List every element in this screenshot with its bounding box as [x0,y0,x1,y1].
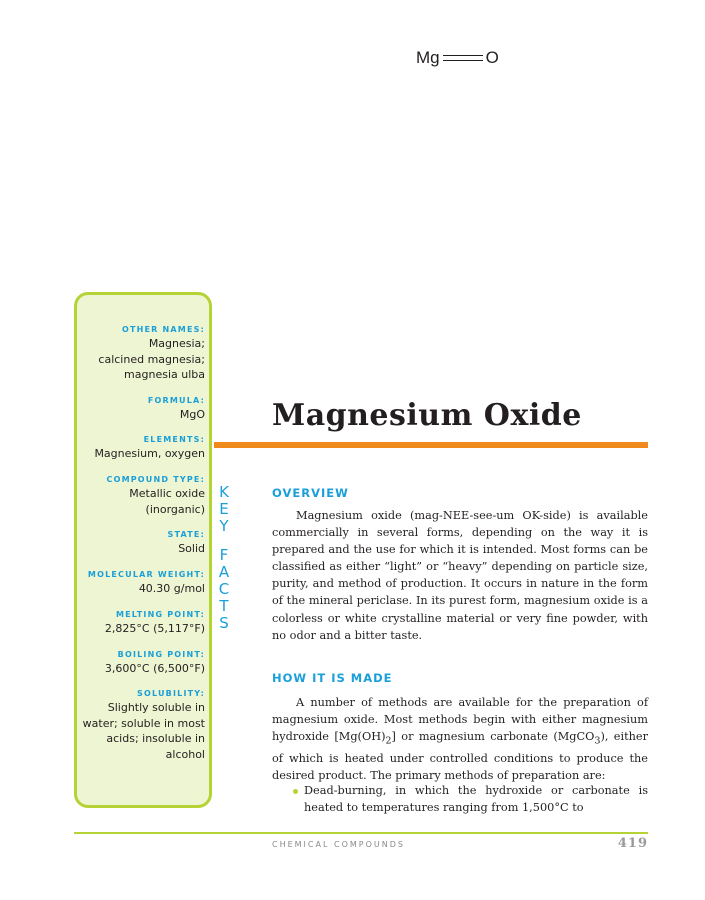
key-fact-value: 2,825°C (5,117°F) [104,622,205,635]
magnesium-atom: Mg [416,48,440,67]
vertical-title-letter: E [219,500,229,518]
key-fact-value: calcined magnesia; [98,352,205,366]
vertical-title-letter: C [218,580,230,598]
page-number: 419 [617,836,648,851]
oxygen-atom: O [485,48,499,67]
key-facts-vertical-title [214,484,234,644]
footer-rule [74,832,648,834]
subscript: 3 [594,735,601,747]
key-fact-elements [80,434,205,462]
key-fact-value: alcohol [165,747,205,761]
vertical-title-letter: Y [219,517,229,535]
how-it-is-made-paragraph [272,694,648,784]
key-fact-value: magnesia ulba [124,368,205,381]
key-fact-label: FORMULA: [147,396,205,405]
how-it-is-made-heading: HOW IT IS MADE [272,671,393,685]
key-fact-value: MgO [179,408,205,421]
key-fact-state [80,529,205,557]
vertical-title-letter: K [219,483,229,501]
key-fact-solubility [80,688,205,762]
key-fact-label: STATE: [167,530,205,539]
key-fact-value: 3,600°C (6,500°F) [104,662,205,675]
key-fact-boiling-point [80,649,205,677]
key-fact-value: Slightly soluble in [107,701,205,714]
key-fact-value: acids; insoluble in [106,732,205,745]
paragraph-text: ] or magnesium carbonate (MgCO [391,730,595,744]
key-fact-formula [80,395,205,423]
key-fact-compound-type [80,474,205,517]
footer-section-title: CHEMICAL COMPOUNDS [272,840,405,849]
key-fact-value: (inorganic) [145,502,205,516]
vertical-title-letter: T [219,597,229,615]
paragraph-text: ), either of which is heated under controlled conditions to produce the desired product. The primary methods of preparation are: [272,730,648,782]
key-fact-value: Magnesium, oxygen [94,447,205,460]
page-title: Magnesium Oxide [272,398,582,433]
vertical-title-letter: S [219,614,229,632]
key-fact-label: MOLECULAR WEIGHT: [87,570,205,579]
key-fact-melting-point [80,609,205,637]
title-underline [214,442,648,448]
overview-paragraph: Magnesium oxide (mag-NEE-see-um OK-side) is available commercially in several forms, depending on the way it is prepared and the use for which it is intended. Most forms can be classified as either “light” or “heavy” depending on particle size, purity, and method of production. It occurs in nature in the form of the mineral periclase. In its purest form, magnesium oxide is a colorless or white crystalline material or very fine powder, with no odor and a bitter taste. [272,509,648,642]
double-bond [443,55,483,61]
key-fact-value: water; soluble in most [82,716,205,730]
key-fact-value: Metallic oxide [129,487,205,500]
key-fact-value: 40.30 g/mol [138,582,205,595]
structural-formula [416,48,499,68]
overview-heading: OVERVIEW [272,486,349,500]
key-fact-label: BOILING POINT: [117,650,205,659]
key-fact-label: SOLUBILITY: [137,689,205,698]
key-fact-value: Magnesia; [148,337,205,350]
key-fact-value: Solid [178,542,205,555]
key-fact-label: COMPOUND TYPE: [106,475,205,484]
vertical-title-letter: A [218,563,230,581]
subscript: 2 [385,735,392,747]
key-fact-label: OTHER NAMES: [121,325,205,334]
key-fact-other-names [80,324,205,383]
list-item: Dead-burning, in which the hydroxide or carbonate is heated to temperatures ranging from 1,500°C to [304,784,648,815]
bullet-icon [293,789,298,794]
key-fact-molecular-weight [80,569,205,597]
key-fact-label: MELTING POINT: [115,610,205,619]
vertical-title-letter: F [219,546,229,564]
key-fact-label: ELEMENTS: [143,435,205,444]
paragraph-text: A number of methods are available for the preparation of magnesium oxide. Most methods begin with either magnesium hydroxide [Mg(OH) [272,696,648,744]
